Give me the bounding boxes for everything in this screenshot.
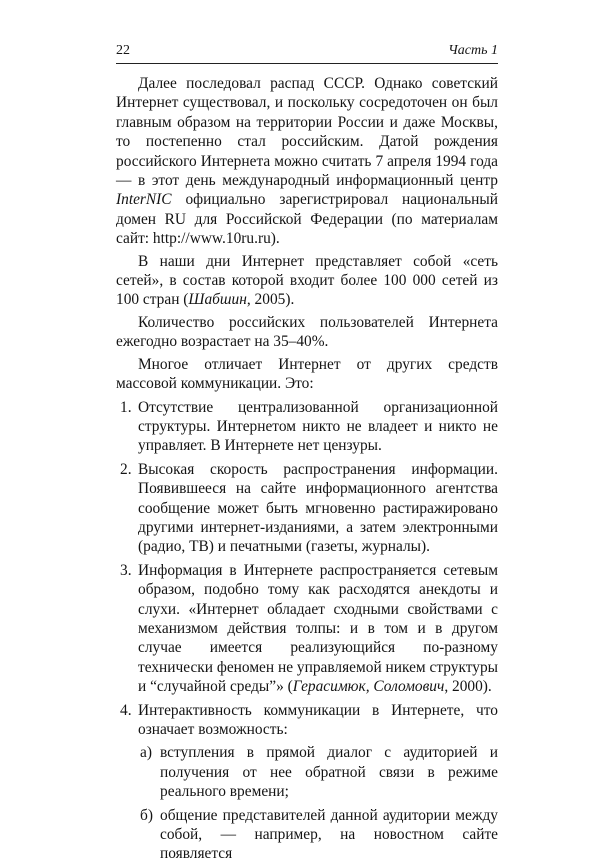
sub-list-item-letter: б) — [140, 806, 153, 824]
citation-author: Герасимюк, Соломович — [292, 678, 445, 696]
features-list — [116, 398, 498, 864]
list-item-text: Отсутствие централизованной организационной структуры. Интернетом никто не владеет и никто не управляет. В Интернете нет цензуры. — [138, 398, 498, 455]
page-body — [116, 74, 498, 864]
paragraph-network-of-networks: В наши дни Интернет представляет собой «сеть сетей», в состав которой входит более 100 000 сетей из 100 стран (Шабшин, 2005). — [116, 252, 498, 309]
list-item-text: Информация в Интернете распространяется сетевым образом, подобно тому как расходятся анекдоты и слухи. «Интернет обладает сходными свойствами с механизмом действия толпы: и в том и в другом случае имеется реализующийся по-разному технически феномен не управляемой никем структуры и “случайной среды”» (Герасимюк, Соломович, 2000). — [138, 561, 498, 696]
list-item-text: Интерактивность коммуникации в Интернете, что означает возможность: — [138, 701, 498, 738]
running-header — [116, 41, 498, 64]
internic-term: InterNIC — [116, 191, 172, 209]
paragraph-user-growth: Количество российских пользователей Интернета ежегодно возрастает на 35–40%. — [116, 313, 498, 351]
list-item-number: 2. — [120, 460, 132, 478]
sub-list-item-text: вступления в прямой диалог с аудиторией и получения от нее обратной связи в режиме реального времени; — [160, 744, 498, 801]
sub-list-item-text: общение представителей данной аудитории между собой, — например, на новостном сайте появляется — [160, 806, 498, 863]
part-title: Часть 1 — [448, 43, 498, 58]
list-item-text: Высокая скорость распространения информации. Появившееся на сайте информационного агентства сообщение может быть мгновенно растиражировано другими интернет-изданиями, а затем электронными (радио, ТВ) и печатными (газеты, журналы). — [138, 460, 498, 556]
list-item-number: 3. — [120, 561, 132, 579]
list-item — [116, 701, 498, 864]
citation-author: Шабшин — [188, 291, 247, 309]
list-item — [116, 460, 498, 557]
list-item-number: 1. — [120, 398, 132, 416]
paragraph-ussr-collapse: Далее последовал распад СССР. Однако советский Интернет существовал, и поскольку сосредоточен он был главным образом на территории России и даже Москвы, то постепенно стал российским. Датой рождения российского Интернета можно считать 7 апреля 1994 года — в этот день международный информационный центр InterNIC официально зарегистрировал национальный домен RU для Российской Федерации (по материалам сайт: http://www.10ru.ru). — [116, 75, 498, 248]
page-number: 22 — [116, 43, 130, 58]
sub-list-item — [138, 806, 498, 864]
sub-list-item-letter: а) — [140, 744, 152, 762]
paragraph-list-intro: Многое отличает Интернет от других средств массовой коммуникации. Это: — [116, 355, 498, 393]
list-item — [116, 561, 498, 697]
list-item-number: 4. — [120, 701, 132, 719]
list-item — [116, 398, 498, 456]
sub-list — [138, 743, 498, 863]
sub-list-item — [138, 743, 498, 801]
